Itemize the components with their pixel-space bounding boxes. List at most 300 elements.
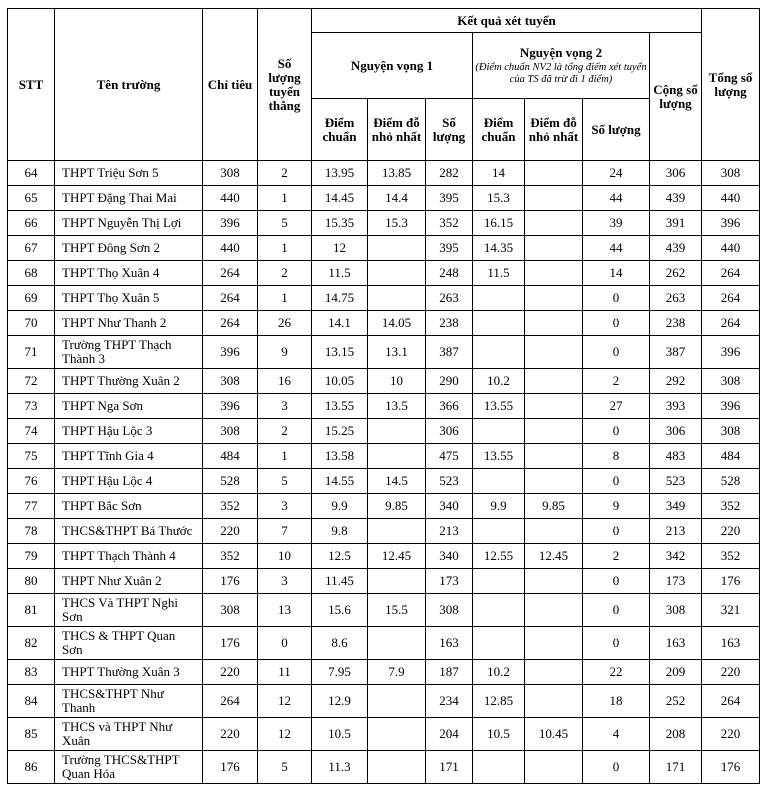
cell-tong: 176 <box>702 751 760 784</box>
cell-nv1-diem-chuan: 11.45 <box>312 569 368 594</box>
cell-nv2-diem-chuan: 12.55 <box>473 544 525 569</box>
cell-nv2-diem-chuan <box>473 751 525 784</box>
cell-nv1-diem-do <box>368 236 426 261</box>
cell-tong: 440 <box>702 186 760 211</box>
cell-nv1-diem-do <box>368 261 426 286</box>
cell-chi-tieu: 220 <box>203 718 258 751</box>
cell-tong: 352 <box>702 544 760 569</box>
cell-nv2-diem-chuan <box>473 569 525 594</box>
cell-cong: 262 <box>650 261 702 286</box>
cell-nv2-diem-chuan <box>473 286 525 311</box>
table-row <box>8 544 760 569</box>
cell-nv2-diem-chuan: 10.5 <box>473 718 525 751</box>
table-row <box>8 594 760 627</box>
cell-cong: 342 <box>650 544 702 569</box>
cell-chi-tieu: 220 <box>203 519 258 544</box>
cell-stt: 84 <box>8 685 55 718</box>
cell-tuyen-thang: 12 <box>258 685 312 718</box>
cell-nv2-diem-chuan <box>473 311 525 336</box>
cell-tuyen-thang: 2 <box>258 261 312 286</box>
cell-nv1-diem-do: 14.5 <box>368 469 426 494</box>
cell-tuyen-thang: 11 <box>258 660 312 685</box>
cell-tuyen-thang: 9 <box>258 336 312 369</box>
cell-chi-tieu: 176 <box>203 751 258 784</box>
table-row <box>8 161 760 186</box>
cell-name: THCS và THPT Như Xuân <box>55 718 203 751</box>
cell-nv1-so-luong: 306 <box>426 419 473 444</box>
cell-nv1-so-luong: 171 <box>426 751 473 784</box>
cell-name: Trường THPT Thạch Thành 3 <box>55 336 203 369</box>
cell-nv2-diem-do: 10.45 <box>525 718 583 751</box>
col-header-nv1-diem-do-nho-nhat: Điểm đỗ nhỏ nhất <box>368 99 426 161</box>
cell-nv2-so-luong: 44 <box>583 236 650 261</box>
cell-tuyen-thang: 7 <box>258 519 312 544</box>
cell-stt: 69 <box>8 286 55 311</box>
col-header-so-luong-tuyen-thang: Số lượng tuyển thẳng <box>258 9 312 161</box>
cell-stt: 81 <box>8 594 55 627</box>
cell-nv1-diem-chuan: 15.6 <box>312 594 368 627</box>
table-row <box>8 336 760 369</box>
cell-nv2-diem-chuan <box>473 419 525 444</box>
cell-nv1-diem-do: 7.9 <box>368 660 426 685</box>
group-header-ket-qua-xet-tuyen: Kết quả xét tuyển <box>312 9 702 33</box>
cell-cong: 292 <box>650 369 702 394</box>
cell-stt: 71 <box>8 336 55 369</box>
cell-tong: 396 <box>702 211 760 236</box>
cell-tong: 308 <box>702 419 760 444</box>
cell-chi-tieu: 264 <box>203 286 258 311</box>
cell-tong: 264 <box>702 261 760 286</box>
cell-name: THPT Thường Xuân 2 <box>55 369 203 394</box>
cell-nv1-diem-chuan: 13.55 <box>312 394 368 419</box>
cell-cong: 306 <box>650 161 702 186</box>
cell-nv2-diem-do: 12.45 <box>525 544 583 569</box>
cell-cong: 163 <box>650 627 702 660</box>
cell-tong: 396 <box>702 336 760 369</box>
cell-cong: 308 <box>650 594 702 627</box>
cell-stt: 78 <box>8 519 55 544</box>
cell-nv1-diem-chuan: 13.15 <box>312 336 368 369</box>
cell-name: THPT Đặng Thai Mai <box>55 186 203 211</box>
cell-nv2-diem-chuan: 12.85 <box>473 685 525 718</box>
cell-chi-tieu: 396 <box>203 336 258 369</box>
cell-chi-tieu: 352 <box>203 544 258 569</box>
col-header-cong-so-luong: Cộng số lượng <box>650 33 702 161</box>
cell-nv2-so-luong: 0 <box>583 336 650 369</box>
table-row <box>8 311 760 336</box>
cell-stt: 64 <box>8 161 55 186</box>
cell-nv2-so-luong: 0 <box>583 286 650 311</box>
cell-name: THPT Thọ Xuân 5 <box>55 286 203 311</box>
cell-name: THPT Như Xuân 2 <box>55 569 203 594</box>
cell-nv1-so-luong: 387 <box>426 336 473 369</box>
table-row <box>8 569 760 594</box>
cell-stt: 80 <box>8 569 55 594</box>
cell-nv2-diem-do <box>525 311 583 336</box>
cell-tuyen-thang: 3 <box>258 394 312 419</box>
cell-nv1-diem-do: 14.05 <box>368 311 426 336</box>
cell-tuyen-thang: 26 <box>258 311 312 336</box>
cell-nv1-diem-chuan: 12 <box>312 236 368 261</box>
cell-tuyen-thang: 1 <box>258 236 312 261</box>
col-header-nv2-diem-do-nho-nhat: Điểm đỗ nhỏ nhất <box>525 99 583 161</box>
cell-name: THPT Thạch Thành 4 <box>55 544 203 569</box>
cell-tong: 352 <box>702 494 760 519</box>
cell-nv2-diem-do <box>525 469 583 494</box>
table-row <box>8 469 760 494</box>
table-row <box>8 444 760 469</box>
cell-nv2-so-luong: 18 <box>583 685 650 718</box>
cell-name: THCS&THPT Bá Thước <box>55 519 203 544</box>
cell-tuyen-thang: 2 <box>258 419 312 444</box>
nguyen-vong-2-note: (Điểm chuẩn NV2 là tổng điểm xét tuyển của TS đã trừ đi 1 điểm) <box>475 61 647 85</box>
cell-nv2-so-luong: 0 <box>583 594 650 627</box>
cell-nv1-so-luong: 308 <box>426 594 473 627</box>
cell-name: THPT Tĩnh Gia 4 <box>55 444 203 469</box>
cell-nv1-diem-chuan: 14.55 <box>312 469 368 494</box>
cell-tong: 264 <box>702 286 760 311</box>
cell-chi-tieu: 264 <box>203 311 258 336</box>
cell-cong: 238 <box>650 311 702 336</box>
cell-name: THPT Như Thanh 2 <box>55 311 203 336</box>
cell-nv1-so-luong: 366 <box>426 394 473 419</box>
cell-nv2-diem-do <box>525 685 583 718</box>
cell-stt: 75 <box>8 444 55 469</box>
cell-nv2-diem-do: 9.85 <box>525 494 583 519</box>
cell-tong: 176 <box>702 569 760 594</box>
cell-tuyen-thang: 1 <box>258 286 312 311</box>
cell-tuyen-thang: 3 <box>258 494 312 519</box>
cell-nv2-so-luong: 0 <box>583 311 650 336</box>
cell-nv1-diem-chuan: 14.45 <box>312 186 368 211</box>
cell-nv1-diem-do: 14.4 <box>368 186 426 211</box>
table-row <box>8 286 760 311</box>
cell-nv1-diem-chuan: 9.9 <box>312 494 368 519</box>
cell-name: THCS Và THPT Nghi Sơn <box>55 594 203 627</box>
cell-nv2-diem-do <box>525 186 583 211</box>
cell-stt: 77 <box>8 494 55 519</box>
table-row <box>8 261 760 286</box>
cell-nv2-diem-do <box>525 419 583 444</box>
cell-nv1-diem-do <box>368 685 426 718</box>
cell-nv2-diem-do <box>525 261 583 286</box>
cell-chi-tieu: 440 <box>203 186 258 211</box>
cell-nv2-so-luong: 2 <box>583 544 650 569</box>
cell-nv1-diem-do <box>368 519 426 544</box>
cell-nv1-diem-chuan: 12.9 <box>312 685 368 718</box>
cell-tong: 308 <box>702 369 760 394</box>
cell-nv2-diem-chuan: 10.2 <box>473 660 525 685</box>
cell-nv1-diem-do <box>368 718 426 751</box>
cell-tong: 264 <box>702 311 760 336</box>
table-row <box>8 186 760 211</box>
cell-nv1-so-luong: 282 <box>426 161 473 186</box>
cell-stt: 66 <box>8 211 55 236</box>
cell-cong: 213 <box>650 519 702 544</box>
cell-name: THPT Triệu Sơn 5 <box>55 161 203 186</box>
cell-name: THPT Hậu Lộc 4 <box>55 469 203 494</box>
cell-stt: 73 <box>8 394 55 419</box>
cell-nv1-diem-chuan: 9.8 <box>312 519 368 544</box>
cell-cong: 523 <box>650 469 702 494</box>
cell-nv1-so-luong: 340 <box>426 494 473 519</box>
cell-nv1-diem-chuan: 7.95 <box>312 660 368 685</box>
cell-chi-tieu: 308 <box>203 419 258 444</box>
cell-stt: 65 <box>8 186 55 211</box>
cell-nv1-so-luong: 238 <box>426 311 473 336</box>
table-header <box>8 9 760 161</box>
cell-nv2-diem-chuan: 13.55 <box>473 444 525 469</box>
group-header-nguyen-vong-2 <box>473 33 650 99</box>
table-row <box>8 494 760 519</box>
cell-nv1-so-luong: 395 <box>426 186 473 211</box>
cell-nv2-so-luong: 0 <box>583 469 650 494</box>
cell-cong: 439 <box>650 186 702 211</box>
admission-results-table <box>7 8 760 784</box>
cell-cong: 263 <box>650 286 702 311</box>
cell-nv1-so-luong: 234 <box>426 685 473 718</box>
cell-nv1-diem-do: 13.1 <box>368 336 426 369</box>
cell-tong: 220 <box>702 718 760 751</box>
cell-nv1-diem-chuan: 10.05 <box>312 369 368 394</box>
cell-nv1-diem-chuan: 14.75 <box>312 286 368 311</box>
cell-chi-tieu: 308 <box>203 369 258 394</box>
cell-nv2-diem-do <box>525 336 583 369</box>
cell-nv2-so-luong: 14 <box>583 261 650 286</box>
cell-nv2-diem-chuan: 11.5 <box>473 261 525 286</box>
cell-chi-tieu: 176 <box>203 569 258 594</box>
cell-tuyen-thang: 5 <box>258 751 312 784</box>
cell-nv1-diem-chuan: 10.5 <box>312 718 368 751</box>
cell-nv2-so-luong: 27 <box>583 394 650 419</box>
cell-tuyen-thang: 1 <box>258 444 312 469</box>
cell-tong: 163 <box>702 627 760 660</box>
cell-nv1-diem-do: 15.3 <box>368 211 426 236</box>
cell-nv1-diem-do: 9.85 <box>368 494 426 519</box>
cell-name: THPT Nguyễn Thị Lợi <box>55 211 203 236</box>
cell-nv1-diem-chuan: 11.3 <box>312 751 368 784</box>
cell-nv2-so-luong: 24 <box>583 161 650 186</box>
cell-tuyen-thang: 12 <box>258 718 312 751</box>
cell-stt: 70 <box>8 311 55 336</box>
cell-nv2-diem-do <box>525 444 583 469</box>
cell-chi-tieu: 396 <box>203 394 258 419</box>
cell-nv2-diem-do <box>525 211 583 236</box>
cell-nv1-diem-do: 15.5 <box>368 594 426 627</box>
cell-cong: 208 <box>650 718 702 751</box>
table-row <box>8 660 760 685</box>
cell-name: THCS & THPT Quan Sơn <box>55 627 203 660</box>
cell-nv2-diem-chuan <box>473 519 525 544</box>
cell-nv1-diem-do <box>368 444 426 469</box>
cell-nv2-diem-chuan <box>473 469 525 494</box>
table-row <box>8 685 760 718</box>
cell-nv1-so-luong: 213 <box>426 519 473 544</box>
cell-name: THPT Nga Sơn <box>55 394 203 419</box>
cell-cong: 173 <box>650 569 702 594</box>
cell-chi-tieu: 264 <box>203 685 258 718</box>
table-row <box>8 211 760 236</box>
cell-nv2-diem-chuan: 10.2 <box>473 369 525 394</box>
cell-nv1-so-luong: 204 <box>426 718 473 751</box>
cell-chi-tieu: 440 <box>203 236 258 261</box>
cell-stt: 85 <box>8 718 55 751</box>
cell-nv1-so-luong: 523 <box>426 469 473 494</box>
col-header-nv1-so-luong: Số lượng <box>426 99 473 161</box>
cell-nv2-diem-chuan: 15.3 <box>473 186 525 211</box>
cell-nv1-diem-do <box>368 569 426 594</box>
cell-tong: 528 <box>702 469 760 494</box>
table-row <box>8 236 760 261</box>
cell-name: THPT Thường Xuân 3 <box>55 660 203 685</box>
cell-nv1-so-luong: 163 <box>426 627 473 660</box>
group-header-nguyen-vong-1: Nguyện vọng 1 <box>312 33 473 99</box>
cell-nv2-so-luong: 44 <box>583 186 650 211</box>
table-row <box>8 751 760 784</box>
cell-nv2-so-luong: 8 <box>583 444 650 469</box>
cell-nv1-diem-do: 10 <box>368 369 426 394</box>
nguyen-vong-2-title: Nguyện vọng 2 <box>519 44 603 60</box>
cell-nv1-so-luong: 248 <box>426 261 473 286</box>
cell-nv2-so-luong: 0 <box>583 751 650 784</box>
col-header-chi-tieu: Chỉ tiêu <box>203 9 258 161</box>
cell-tong: 220 <box>702 519 760 544</box>
cell-cong: 306 <box>650 419 702 444</box>
cell-tuyen-thang: 10 <box>258 544 312 569</box>
cell-stt: 76 <box>8 469 55 494</box>
cell-stt: 86 <box>8 751 55 784</box>
cell-nv2-diem-do <box>525 569 583 594</box>
cell-nv2-diem-chuan: 14 <box>473 161 525 186</box>
cell-nv1-so-luong: 290 <box>426 369 473 394</box>
cell-nv2-diem-do <box>525 519 583 544</box>
cell-nv2-diem-chuan <box>473 336 525 369</box>
cell-name: THPT Hậu Lộc 3 <box>55 419 203 444</box>
cell-nv2-diem-chuan <box>473 627 525 660</box>
cell-tong: 220 <box>702 660 760 685</box>
cell-nv1-so-luong: 173 <box>426 569 473 594</box>
cell-cong: 393 <box>650 394 702 419</box>
cell-nv2-so-luong: 39 <box>583 211 650 236</box>
cell-nv1-so-luong: 475 <box>426 444 473 469</box>
cell-name: Trường THCS&THPT Quan Hóa <box>55 751 203 784</box>
cell-nv2-diem-do <box>525 286 583 311</box>
cell-cong: 483 <box>650 444 702 469</box>
table-body <box>8 161 760 784</box>
col-header-nv1-diem-chuan: Điểm chuẩn <box>312 99 368 161</box>
col-header-tong-so-luong: Tổng số lượng <box>702 9 760 161</box>
cell-nv2-diem-chuan <box>473 594 525 627</box>
cell-nv1-diem-do: 12.45 <box>368 544 426 569</box>
cell-cong: 387 <box>650 336 702 369</box>
cell-tuyen-thang: 0 <box>258 627 312 660</box>
cell-nv1-diem-chuan: 15.35 <box>312 211 368 236</box>
cell-chi-tieu: 264 <box>203 261 258 286</box>
cell-nv2-diem-do <box>525 627 583 660</box>
cell-nv1-so-luong: 395 <box>426 236 473 261</box>
cell-chi-tieu: 308 <box>203 594 258 627</box>
cell-tuyen-thang: 3 <box>258 569 312 594</box>
cell-nv1-diem-do <box>368 419 426 444</box>
cell-cong: 252 <box>650 685 702 718</box>
cell-nv1-diem-chuan: 8.6 <box>312 627 368 660</box>
col-header-nv2-diem-chuan: Điểm chuẩn <box>473 99 525 161</box>
cell-name: THCS&THPT Như Thanh <box>55 685 203 718</box>
table-row <box>8 369 760 394</box>
cell-name: THPT Thọ Xuân 4 <box>55 261 203 286</box>
cell-nv1-so-luong: 187 <box>426 660 473 685</box>
cell-nv1-diem-chuan: 15.25 <box>312 419 368 444</box>
cell-stt: 82 <box>8 627 55 660</box>
cell-tuyen-thang: 13 <box>258 594 312 627</box>
cell-nv1-diem-chuan: 13.58 <box>312 444 368 469</box>
cell-tong: 264 <box>702 685 760 718</box>
cell-nv1-diem-chuan: 12.5 <box>312 544 368 569</box>
cell-nv1-diem-do <box>368 286 426 311</box>
cell-nv2-diem-do <box>525 394 583 419</box>
cell-stt: 74 <box>8 419 55 444</box>
cell-chi-tieu: 484 <box>203 444 258 469</box>
col-header-stt: STT <box>8 9 55 161</box>
cell-tuyen-thang: 5 <box>258 211 312 236</box>
cell-tuyen-thang: 5 <box>258 469 312 494</box>
cell-nv2-so-luong: 0 <box>583 627 650 660</box>
cell-nv2-diem-chuan: 14.35 <box>473 236 525 261</box>
cell-nv2-diem-do <box>525 751 583 784</box>
col-header-nv2-so-luong: Số lượng <box>583 99 650 161</box>
cell-tong: 440 <box>702 236 760 261</box>
cell-cong: 349 <box>650 494 702 519</box>
table-row <box>8 394 760 419</box>
cell-name: THPT Bắc Sơn <box>55 494 203 519</box>
cell-nv2-diem-chuan: 13.55 <box>473 394 525 419</box>
cell-nv2-diem-do <box>525 594 583 627</box>
cell-nv1-so-luong: 340 <box>426 544 473 569</box>
cell-nv2-so-luong: 0 <box>583 569 650 594</box>
cell-nv2-diem-chuan: 16.15 <box>473 211 525 236</box>
cell-chi-tieu: 528 <box>203 469 258 494</box>
cell-name: THPT Đông Sơn 2 <box>55 236 203 261</box>
cell-nv2-diem-do <box>525 369 583 394</box>
cell-chi-tieu: 308 <box>203 161 258 186</box>
cell-nv2-so-luong: 0 <box>583 519 650 544</box>
cell-tuyen-thang: 16 <box>258 369 312 394</box>
table-row <box>8 627 760 660</box>
cell-nv2-diem-do <box>525 161 583 186</box>
cell-nv2-so-luong: 4 <box>583 718 650 751</box>
cell-stt: 83 <box>8 660 55 685</box>
cell-nv2-diem-do <box>525 660 583 685</box>
cell-nv1-diem-chuan: 14.1 <box>312 311 368 336</box>
cell-nv2-so-luong: 9 <box>583 494 650 519</box>
cell-nv1-diem-do <box>368 627 426 660</box>
cell-nv2-so-luong: 22 <box>583 660 650 685</box>
cell-tuyen-thang: 1 <box>258 186 312 211</box>
cell-cong: 439 <box>650 236 702 261</box>
cell-nv1-diem-chuan: 13.95 <box>312 161 368 186</box>
cell-nv2-diem-chuan: 9.9 <box>473 494 525 519</box>
cell-chi-tieu: 352 <box>203 494 258 519</box>
cell-stt: 68 <box>8 261 55 286</box>
cell-stt: 67 <box>8 236 55 261</box>
table-row <box>8 419 760 444</box>
cell-tong: 396 <box>702 394 760 419</box>
cell-chi-tieu: 396 <box>203 211 258 236</box>
table-row <box>8 519 760 544</box>
cell-nv1-diem-chuan: 11.5 <box>312 261 368 286</box>
cell-nv1-so-luong: 352 <box>426 211 473 236</box>
cell-cong: 391 <box>650 211 702 236</box>
